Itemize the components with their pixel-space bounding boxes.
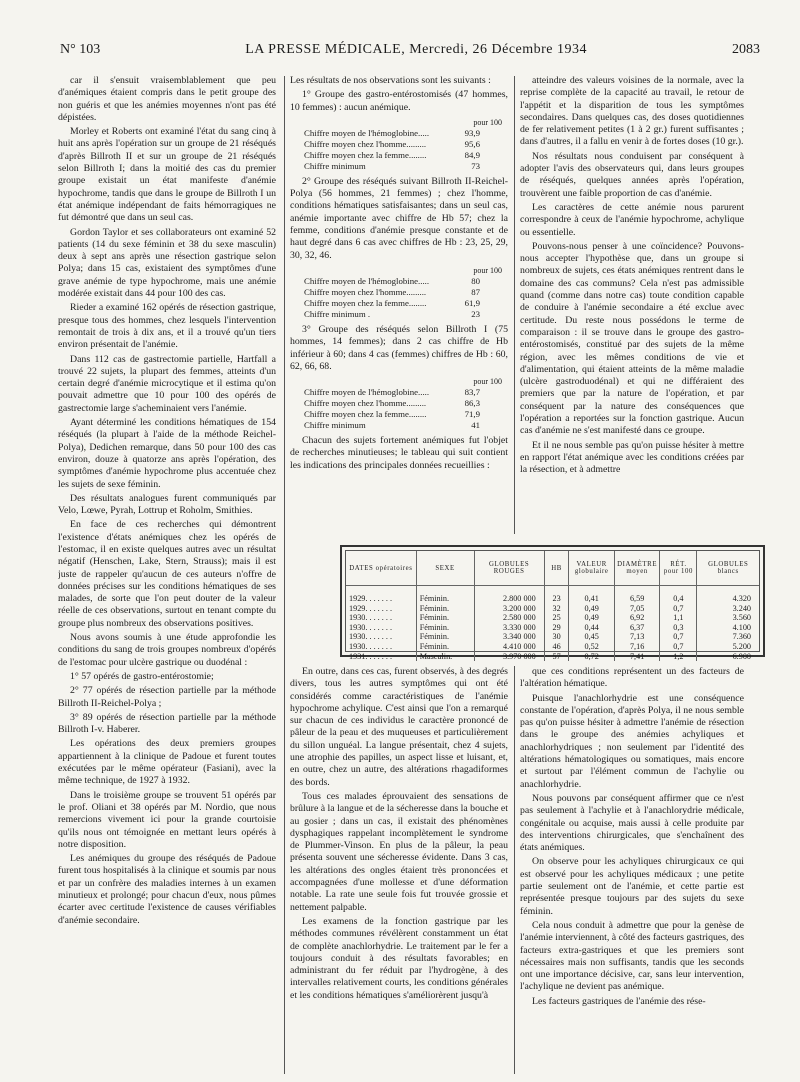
row-label: Chiffre moyen de l'hémoglobine..... [304,387,430,398]
column-divider [284,76,285,1074]
paragraph: Morley et Roberts ont examiné l'état du sang cinq à huit ans après l'opération sur un groupe de 21 réséqués d'après Billroth II et sur un groupe de 21 réséqués selon Billroth I; dans la moitié des cas du premier groupe existait un état manifeste d'anémie hypochrome, tandis que dans le groupe de Billroth I un état anémique indépendant de faits hémorragiques ne fut démontré que dans un seul cas. [58,126,276,224]
table-cell: 1930. . . . . . . [346,632,416,642]
paragraph: car il s'ensuit vraisemblablement que peu d'anémiques étaient compris dans le petit groupe des non guéris et que les anémies moyennes n'ont pas été dépistées. [58,75,276,123]
table-row [346,604,759,614]
paragraph: Nous avons soumis à une étude approfondie les conditions du sang de trois groupes nombreux d'opérés de l'estomac pour ulcère gastrique ou duodénal : [58,632,276,668]
hemoglobin-row [304,420,508,431]
table-row [346,652,759,662]
table-cell: 4.100 [732,622,751,632]
paragraph: Nos résultats nous conduisent par conséquent à adopter l'avis des observateurs qui, dans leurs groupes de réséqués, quelques années après l'opération, trouvèrent une faible proportion de cas d'anémie. [520,150,744,199]
table-cell: 7,05 [614,604,659,614]
issue-number: N° 103 [60,42,101,57]
paragraph: Les facteurs gastriques de l'anémie des rése- [532,995,706,1007]
journal-title: LA PRESSE MÉDICALE, Mercredi, 26 Décembre 1934 [245,42,588,57]
row-label: Chiffre moyen chez l'homme......... [304,398,427,409]
row-value: 23 [471,308,480,319]
hemoglobin-row [304,409,508,420]
table-header: GLOBULES ROUGES [474,551,544,586]
table-cell: 3.330 000 [474,623,544,633]
row-label: Chiffre minimum [304,160,366,171]
column-2 [290,75,508,533]
page-header [60,42,760,64]
table-cell: 1930. . . . . . . [346,642,416,652]
column-3-bottom [520,666,744,1076]
table-cell: 6,92 [614,613,659,623]
table-cell: 3.560 [732,613,751,623]
table-cell: 3.970 000 [474,652,544,662]
table-cell: 0,3 [660,623,697,633]
table-row [346,632,759,642]
table-cell: 0,7 [660,604,697,614]
table-cell: 1929. . . . . . . [346,594,416,604]
paragraph: Tous ces malades éprouvaient des sensations de brûlure à la langue et de la sécheresse dans la bouche et au gosier ; dans un cas, il existait des phénomènes dysphagiques rappelant incomplètement le syndrome de Plummer-Vinson. En plus de la pâleur, la peau présenta souvent une sécheresse évidente. Dans 3 cas, les altérations des ongles étaient très prononcées et accompagnées d'une mollesse et d'une déformation notable. La rate une seule fois fut trouvée grossie et nettement palpable. [290,790,508,913]
table-cell: 57 [544,652,569,662]
table-cell: 3.240 [732,603,751,613]
table-header: DATES opératoires [346,551,416,586]
row-value: 61,9 [464,297,480,308]
paragraph: Dans le troisième groupe se trouvent 51 opérés par le prof. Oliani et 38 opérés par M. Nordio, que nous remercions vivement ici pour la grande courtoisie qu'ils nous ont témoignée en mettant leurs opérés à notre disposition. [58,789,276,850]
table-cell: 1929. . . . . . . [346,604,416,614]
table-row [346,594,759,604]
row-value: 41 [471,420,480,431]
table-header: RÉT. pour 100 [660,551,697,586]
table-cell: 7.360 [732,632,751,642]
column-1 [58,75,276,1075]
paragraph: Les opérations des deux premiers groupes appartiennent à la clinique de Padoue et furent toutes exécutées par le même opérateur (Fasiani), avec la même technique, de 1927 à 1932. [58,738,276,787]
table-cell: 7,16 [614,642,659,652]
row-label: Chiffre moyen chez l'homme......... [304,286,427,297]
group3-unit: pour 100 [473,377,502,387]
results-outro: Chacun des sujets fortement anémiques fut l'objet de recherches minutieuses; le tableau qui suit contient les indications des principales données recueillies : [290,435,508,471]
table-cell: 23 [544,594,569,604]
paragraph: Les caractères de cette anémie nous parurent correspondre à ceux de l'anémie hypochrome, achylique ou essentielle. [520,201,744,238]
group2-unit: pour 100 [473,265,502,275]
column-divider [514,76,515,534]
group1-unit: pour 100 [473,117,502,127]
paragraph: 3° 89 opérés de résection partielle par la méthode Billroth I-v. Haberer. [58,711,276,736]
table-cell: 30 [544,632,569,642]
paragraph: Nous pouvons par conséquent affirmer que ce n'est pas seulement à l'achylie et à l'anachlorydrie médicale, congénitale ou acquise, mais aussi à celle produite par des interventions chirurgicales, que s'enchaînent des états anémiques. [520,792,744,854]
column-3 [520,75,744,533]
row-value: 73 [471,160,480,171]
table-header: GLOBULES blancs [697,551,759,586]
table-cell: 2.580 000 [474,613,544,623]
hemoglobin-row [304,150,508,161]
paragraph: Dans 112 cas de gastrectomie partielle, Hartfall a trouvé 22 sujets, la plupart des femmes, atteints d'un certain degré d'anémie microcytique et il estima qu'on pouvait admettre que 10 pour 100 des opérés de gastrectomie large s'acheminaient vers l'anémie. [58,353,276,414]
table-cell: 7,13 [614,632,659,642]
table-cell: Féminin. [416,632,474,642]
paragraph: Gordon Taylor et ses collaborateurs ont examiné 52 patients (14 du sexe féminin et 38 du sexe masculin) deux à sept ans après une résection gastrique selon Polya; dans 15 cas, existaient des symptômes d'une grave anémie de type hypochrome, mais une anémie modérée existait dans 44 pour 100 des cas. [58,226,276,300]
paragraph: 2° 77 opérés de résection partielle par la méthode Billroth II-Reichel-Polya ; [58,685,276,709]
paragraph: Puisque l'anachlorhydrie est une conséquence constante de l'opération, d'après Polya, il ne nous semble pas qu'on puisse hésiter à admettre l'anémie de résection dans le groupe des anémies achyliques et anachlorhydriques ; non seulement par l'identité des altérations hématologiques ou somatiques, mais encore et surtout par l'élément commun de l'achylie ou anachlorhydrie. [520,692,744,790]
table-cell: 6.900 [732,651,751,661]
table-cell: 0,41 [569,594,614,604]
table-cell: 25 [544,613,569,623]
table-cell: 0,49 [569,613,614,623]
blood-data-table [340,545,765,661]
row-label: Chiffre moyen chez l'homme......... [304,138,427,149]
row-value: 71,9 [464,409,480,420]
table-cell: 2.800 000 [474,594,544,604]
hemoglobin-row [304,139,508,150]
group3-title: 3° Groupe des réséqués selon Billroth I (75 hommes, 14 femmes); dans 2 cas chiffre de Hb inférieur à 60; dans 4 cas (femmes) chiffres de Hb : 60, 62, 66, 68. [290,323,508,372]
row-value: 80 [471,275,480,286]
group2-table [304,265,508,320]
table-header: VALEUR globulaire [569,551,614,586]
table-cell: 1930. . . . . . . [346,613,416,623]
hemoglobin-row [304,276,508,287]
table-cell: 1,1 [660,613,697,623]
table-cell: 7,41 [614,652,659,662]
table-cell: 0,72 [569,652,614,662]
hemoglobin-row [304,287,508,298]
paragraph: Les examens de la fonction gastrique par les méthodes communes révélèrent constamment un état de complète anachlorhydrie. Le traitement par le fer a toujours conduit à des résultats favorables; en administrant du fer réduit par l'hydrogène, à des intervalles relativement courts, les conditions générales et les conditions hématiques s'améliorèrent jusqu'à [290,915,508,1001]
group1-table [304,117,508,172]
hemoglobin-row [304,309,508,320]
table-cell: 6,59 [614,594,659,604]
table-cell: 0,4 [660,594,697,604]
table-cell: 46 [544,642,569,652]
table-row [346,613,759,623]
row-value: 84,9 [464,149,480,160]
hemoglobin-row [304,298,508,309]
table-cell: Féminin. [416,594,474,604]
table-cell: 1931. . . . . . . [346,652,416,662]
row-value: 95,6 [464,138,480,149]
row-value: 86,3 [464,398,480,409]
paragraph: Cela nous conduit à admettre que pour la genèse de l'anémie interviennent, à côté des facteurs gastriques, des facteurs extra-gastriques et que les premiers sont nécessaires mais non suffisants, tandis que les seconds ont une importance décisive, car, sans leur intervention, l'achylique ne devient pas anémique. [520,919,744,993]
table-cell: Féminin. [416,623,474,633]
row-label: Chiffre moyen chez la femme........ [304,149,427,160]
row-value: 93,9 [464,127,480,138]
table-cell: 29 [544,623,569,633]
row-label: Chiffre moyen chez la femme........ [304,297,427,308]
table-cell: 0,49 [569,604,614,614]
paragraph: En outre, dans ces cas, furent observés, à des degrés divers, tous les autres symptômes qui ont été considérés comme caractéristiques de l'anémie hypochrome achylique. C'est ainsi que l'on a remarqué sur chacun de ces individus le caractère prononcé de pâleur de la peau et des muqueuses et particulièrement du sillon unguéal. La langue présentait, chez 4 sujets, une atrophie des papilles, un aspect lisse et luisant, et, en outre, chez un autre, des altérations rhagadiformes des bords. [290,666,508,788]
table-cell: 4.320 [732,594,751,603]
paragraph: Rieder a examiné 162 opérés de résection gastrique, presque tous des hommes, chez lesquels l'intervention remontait de trois à dix ans, et il a trouvé qu'un tiers environ présentait de l'anémie. [58,302,276,351]
paragraph: Des résultats analogues furent communiqués par Velo, Lœwe, Pyrah, Lottrup et Roholm, Smithies. [58,492,276,517]
page-number: 2083 [732,42,760,57]
paragraph: On observe pour les achyliques chirurgicaux ce qui est observé pour les achyliques médicaux ; une petite partie seulement ont de l'anémie, et cette partie est représentée presque toujours par des sujets du sexe féminin. [520,856,744,917]
hemoglobin-row [304,128,508,139]
table-cell: 1930. . . . . . . [346,623,416,633]
paragraph: atteindre des valeurs voisines de la normale, avec la reprise complète de la capacité au travail, le retour de l'appétit et la disparition de tous les symptômes secondaires. Dans quelques cas, des doses quotidiennes de fer relativement petites (1 à 2 gr.) furent suffisantes ; dans d'autres, il a fallu en venir à de fortes doses (10 gr.). [520,75,744,148]
group3-table [304,376,508,431]
table-cell: 1,2 [660,652,697,662]
table-cell: 3.200 000 [474,604,544,614]
group2-title: 2° Groupe des réséqués suivant Billroth II-Reichel-Polya (56 hommes, 21 femmes) ; chez l'homme, conditions hématiques satisfaisantes; dans un seul cas, anémie importante avec chiffre de Hb 57; chez la femme, conditions d'anémie presque constante et de haut degré dans 6 cas avec chiffres de Hb : 23, 25, 29, 30, 32, 46. [290,175,508,261]
table-header: DIAMÈTRE moyen [614,551,659,586]
paragraph: 1° 57 opérés de gastro-entérostomie; [70,670,214,682]
table-cell: Féminin. [416,604,474,614]
table-cell: 0,52 [569,642,614,652]
row-label: Chiffre minimum . [304,308,371,319]
table-row [346,623,759,633]
table-cell: 32 [544,604,569,614]
paragraph: Les anémiques du groupe des réséqués de Padoue furent tous hospitalisés à la clinique et soumis par nous et par un confrère des maladies internes à un examen minutieux et prolongé; pour chacun d'eux, nous pûmes écarter avec certitude l'existence de causes vérifiables d'anémie secondaire. [58,853,276,926]
group1-title: 1° Groupe des gastro-entérostomisés (47 hommes, 10 femmes) : aucun anémique. [290,89,508,113]
row-value: 83,7 [464,387,480,398]
column-divider [514,666,515,1074]
row-label: Chiffre moyen chez la femme........ [304,409,427,420]
table-cell: Féminin. [416,642,474,652]
table-cell: 3.340 000 [474,632,544,642]
row-label: Chiffre minimum [304,420,366,431]
row-value: 87 [471,286,480,297]
table-cell: 0,7 [660,632,697,642]
row-label: Chiffre moyen de l'hémoglobine..... [304,275,430,286]
table-row [346,642,759,652]
table-cell: 4.410 000 [474,642,544,652]
hemoglobin-row [304,398,508,409]
paragraph: Et il ne nous semble pas qu'on puisse hésiter à mettre en rapport l'état anémique avec les conditions créées par la résection, et à admettre [520,439,744,476]
table-header: SEXE [416,551,474,586]
row-label: Chiffre moyen de l'hémoglobine..... [304,127,430,138]
table-cell: 0,44 [569,623,614,633]
table-cell: 0,7 [660,642,697,652]
column-2-bottom [290,666,508,1076]
table-header: HB [544,551,569,586]
paragraph: Pouvons-nous penser à une coïncidence? Pouvons-nous accepter l'hypothèse que, dans un groupe si nombreux de sujets, ces états anémiques rentrent dans le domaine des cas communs? Cela n'est pas admissible quand (comme dans notre cas) toute condition capable de conduire à l'anémie secondaire a été exclue avec certitude. Du reste nous possédons le terme de comparaison : il se trouve dans le groupe des gastro-entérostomisés, constitué par des sujets de la même région, avec les mêmes conditions de vie et d'alimentation, qui étaient atteints de la même maladie (ulcère gastroduodénal) et qui ne différaient des premiers que par la nature de l'opération, et par conséquent par la nature des conséquences que l'opération a reportées sur la fonction gastrique. Aucun cas d'anémie ne s'est manifesté dans ce groupe. [520,240,744,437]
paragraph: En face de ces recherches qui démontrent l'existence d'états anémiques chez les opérés de l'estomac, il en existe quelques autres avec un résultat négatif (Henschen, Lake, Stern, Strauss); mais il est juste de rappeler qu'aucun de ces auteurs n'offre de données précises sur les conditions hématiques de ses malades, de sorte que l'on peut douter de la valeur réelle de ces observations, surtout en tenant compte du groupe plus nombreux des observations positives. [58,519,276,629]
table-cell: 6,37 [614,623,659,633]
table-cell: Masculin. [416,652,474,662]
results-intro: Les résultats de nos observations sont les suivants : [290,75,491,86]
paragraph: que ces conditions représentent un des facteurs de l'altération hématique. [520,666,744,690]
hemoglobin-row [304,387,508,398]
table-cell: 5.200 [732,641,751,651]
table-cell: 0,45 [569,632,614,642]
hemoglobin-row [304,161,508,172]
paragraph: Ayant déterminé les conditions hématiques de 154 réséqués (la plupart à l'aide de la méthode Reichel-Polya), Dedichen remarque, dans 50 pour 100 des cas environ, douze à quatorze ans après l'opération, des symptômes d'anémie hypochrome plus accentuée chez les sujets de sexe féminin. [58,417,276,490]
table-cell: Féminin. [416,613,474,623]
